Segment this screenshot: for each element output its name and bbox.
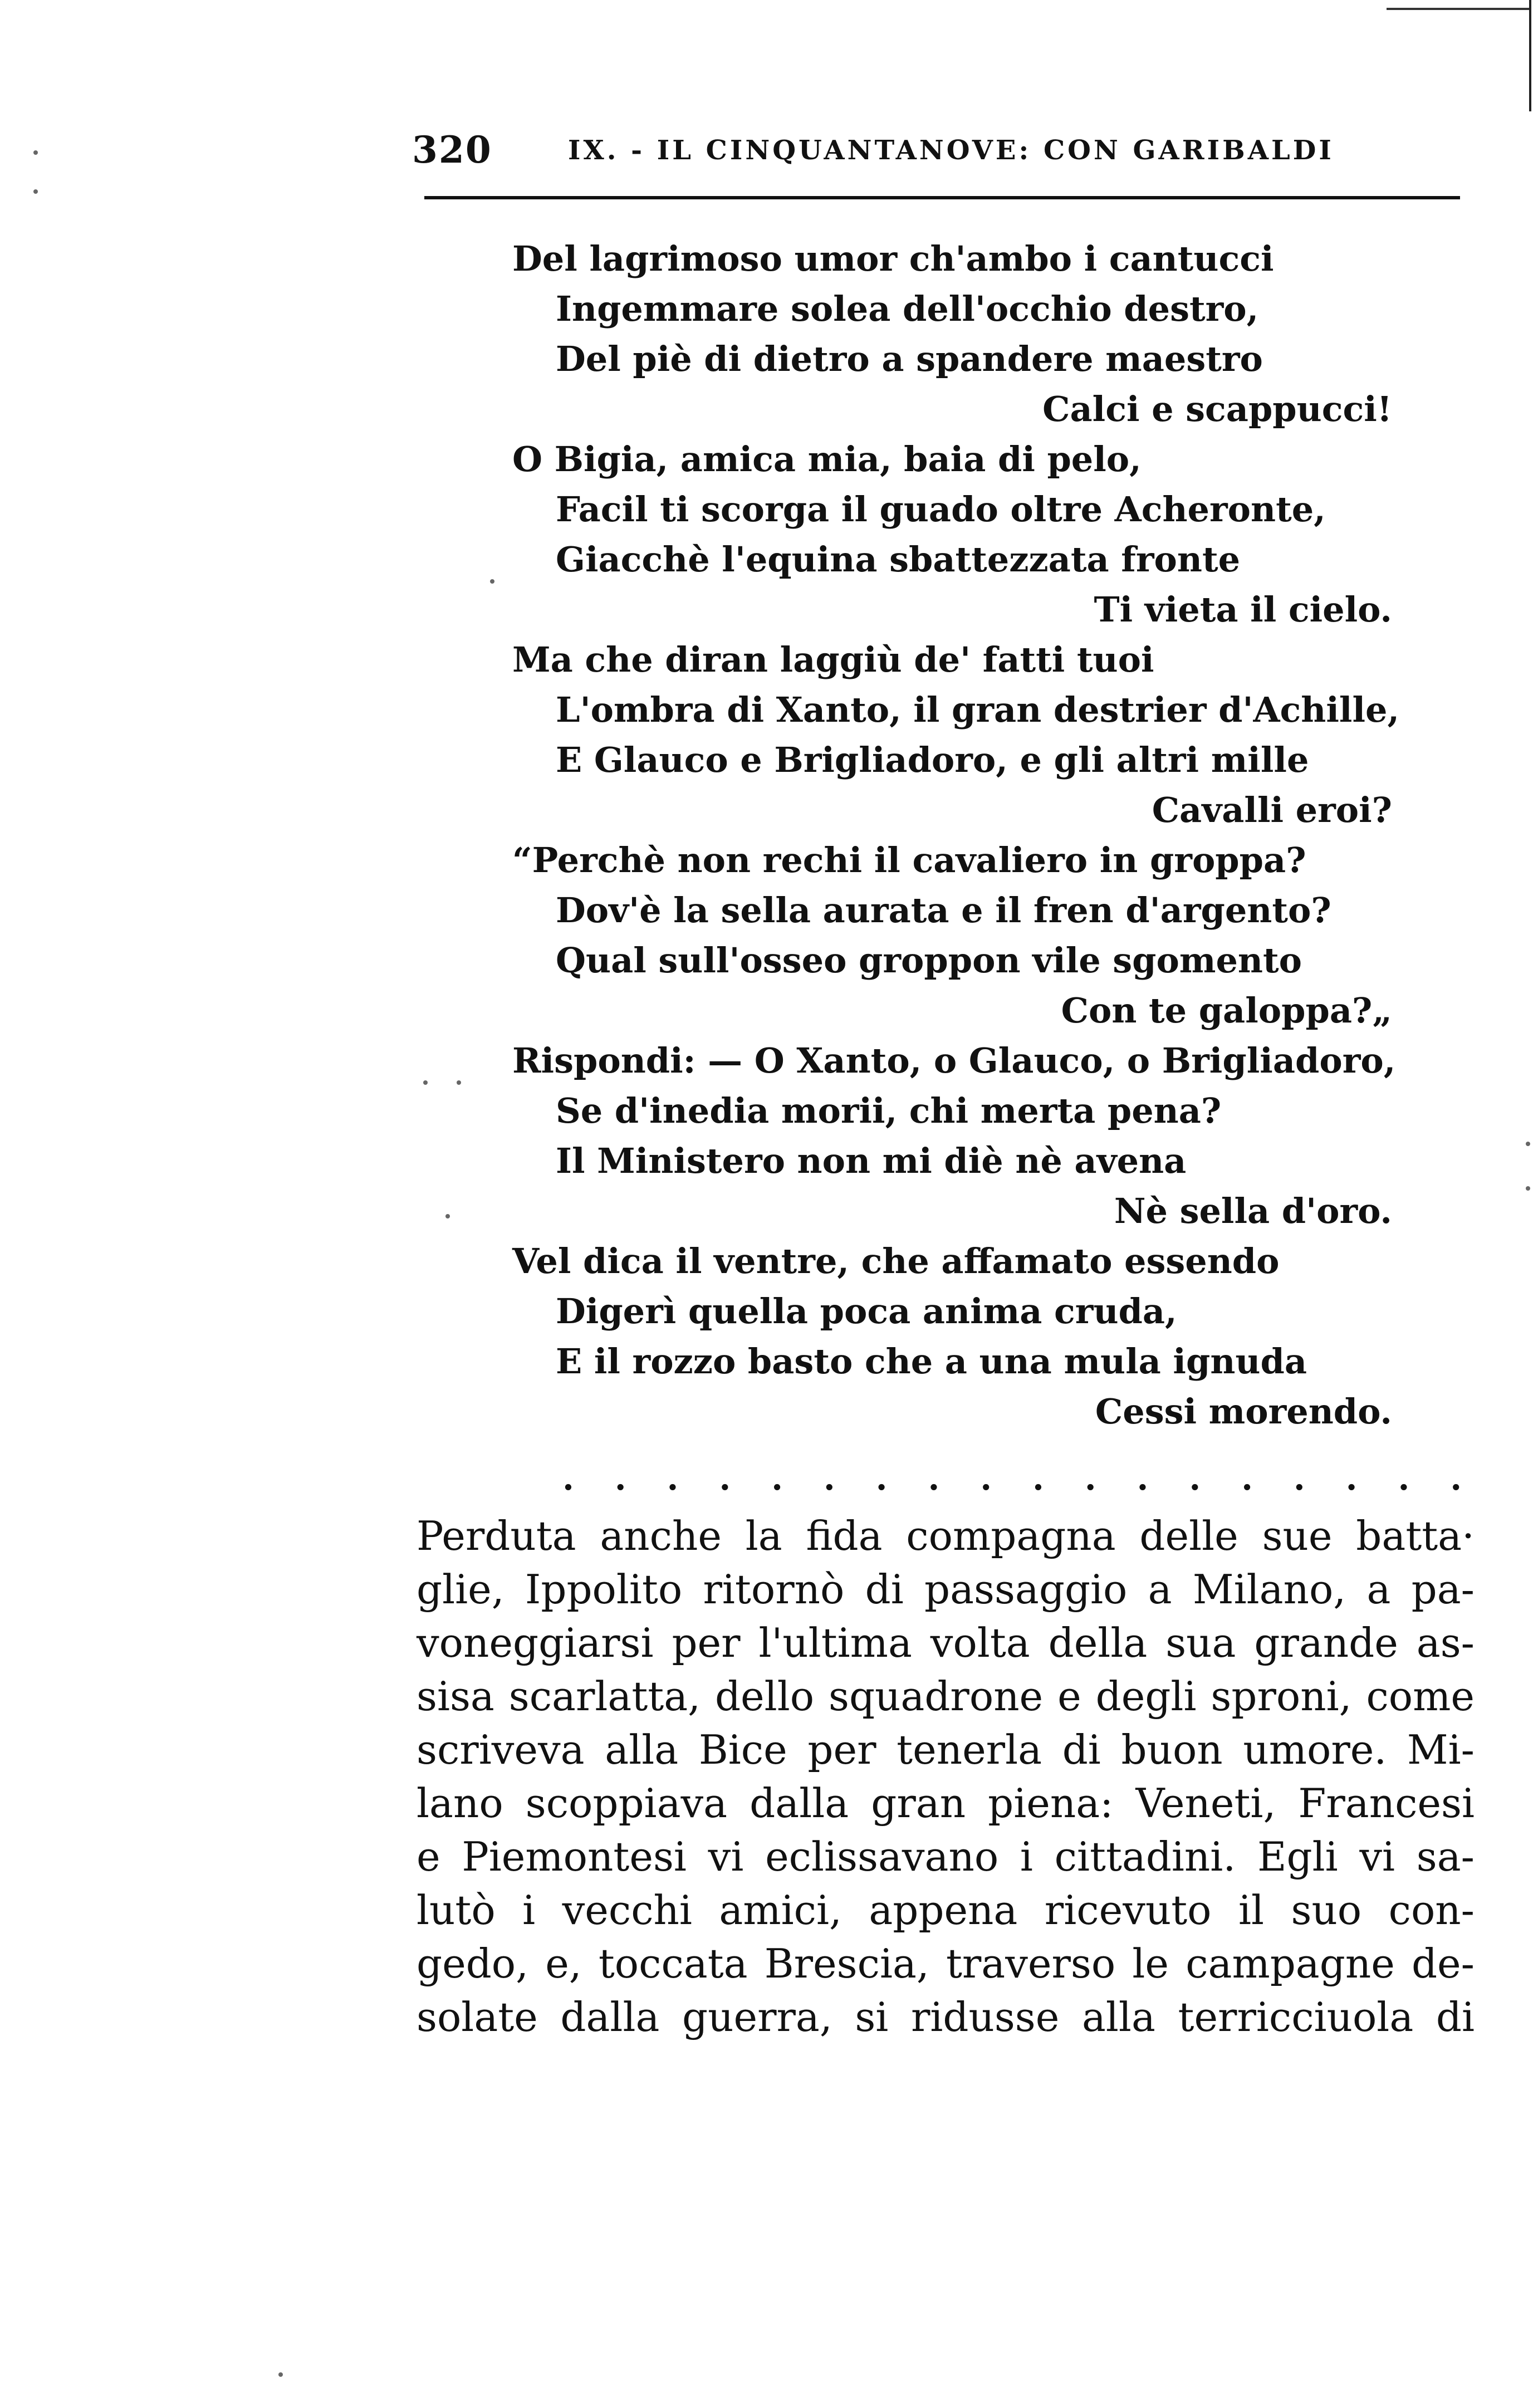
scan-speck (33, 189, 38, 194)
header-rule (424, 196, 1460, 199)
scan-speck (445, 1214, 450, 1218)
page-number: 320 (412, 128, 492, 172)
poem-line: Ti vieta il cielo. (1094, 589, 1392, 630)
scan-edge-mark (1529, 0, 1531, 111)
poem-line: Del lagrimoso umor ch'ambo i cantucci (512, 238, 1274, 279)
poem-stanza (512, 1036, 1396, 1236)
poem-line: Digerì quella poca anima cruda, (556, 1291, 1177, 1332)
poem-line: Del piè di dietro a spandere maestro (556, 339, 1263, 379)
scan-speck (457, 1080, 461, 1085)
poem-line: Giacchè l'equina sbattezzata fronte (556, 539, 1241, 580)
prose-line: voneggiarsi per l'ultima volta della sua grande as- (417, 1619, 1475, 1666)
poem-line: O Bigia, amica mia, baia di pelo, (512, 439, 1142, 479)
poem-line: L'ombra di Xanto, il gran destrier d'Achille, (556, 689, 1400, 730)
ellipsis-separator: . . . . . . . . . . . . . . . . . . (562, 1459, 1477, 1498)
poem-line: Vel dica il ventre, che affamato essendo (512, 1241, 1280, 1281)
poem-stanza (512, 635, 1400, 835)
scan-speck (278, 2372, 283, 2377)
poem-line: Qual sull'osseo groppon vile sgomento (556, 940, 1302, 981)
prose-line: Perduta anche la fida compagna delle sue batta· (417, 1513, 1475, 1559)
prose-line: lano scoppiava dalla gran piena: Veneti, Francesi (417, 1780, 1475, 1827)
scan-speck (33, 150, 38, 155)
poem-line: Calci e scappucci! (1042, 389, 1392, 429)
poem-line: Nè sella d'oro. (1114, 1191, 1392, 1231)
poem-line: Se d'inedia morii, chi merta pena? (556, 1090, 1222, 1131)
prose-line: glie, Ippolito ritornò di passaggio a Milano, a pa- (417, 1566, 1475, 1613)
poem-line: Il Ministero non mi diè nè avena (556, 1141, 1187, 1181)
scan-speck (1526, 1142, 1530, 1146)
scan-edge-mark (1387, 8, 1531, 10)
prose-line: e Piemontesi vi eclissavano i cittadini. Egli vi sa- (417, 1833, 1475, 1880)
poem-line: Cessi morendo. (1095, 1391, 1392, 1432)
prose-line: lutò i vecchi amici, appena ricevuto il suo con- (417, 1887, 1475, 1934)
poem (512, 234, 1400, 1437)
prose-line: scriveva alla Bice per tenerla di buon umore. Mi- (417, 1726, 1475, 1773)
poem-stanza (512, 1236, 1392, 1437)
scan-speck (423, 1080, 428, 1085)
poem-line: E Glauco e Brigliadoro, e gli altri mille (556, 740, 1309, 780)
running-head (412, 128, 1470, 173)
chapter-title: IX. - IL CINQUANTANOVE: CON GARIBALDI (568, 135, 1334, 166)
poem-line: E il rozzo basto che a una mula ignuda (556, 1341, 1307, 1382)
poem-line: Cavalli eroi? (1152, 790, 1392, 830)
poem-line: Ingemmare solea dell'occhio destro, (556, 288, 1259, 329)
poem-stanza (512, 835, 1392, 1036)
prose-line: solate dalla guerra, si ridusse alla terricciuola di (417, 1994, 1475, 2040)
poem-line: Ma che diran laggiù de' fatti tuoi (512, 639, 1154, 680)
poem-stanza (512, 434, 1392, 635)
poem-line: Dov'è la sella aurata e il fren d'argento? (556, 890, 1331, 931)
poem-line: “Perchè non rechi il cavaliero in groppa? (512, 840, 1306, 880)
prose-paragraph (417, 1509, 1475, 2044)
poem-line: Rispondi: — O Xanto, o Glauco, o Brigliadoro, (512, 1040, 1396, 1081)
scan-speck (1526, 1186, 1530, 1191)
poem-line: Con te galoppa?„ (1061, 990, 1392, 1031)
poem-line: Facil ti scorga il guado oltre Acheronte, (556, 489, 1326, 530)
prose-line: sisa scarlatta, dello squadrone e degli sproni, come (417, 1673, 1475, 1720)
poem-stanza (512, 234, 1392, 434)
prose-line: gedo, e, toccata Brescia, traverso le campagne de- (417, 1940, 1475, 1987)
scan-speck (490, 579, 494, 584)
